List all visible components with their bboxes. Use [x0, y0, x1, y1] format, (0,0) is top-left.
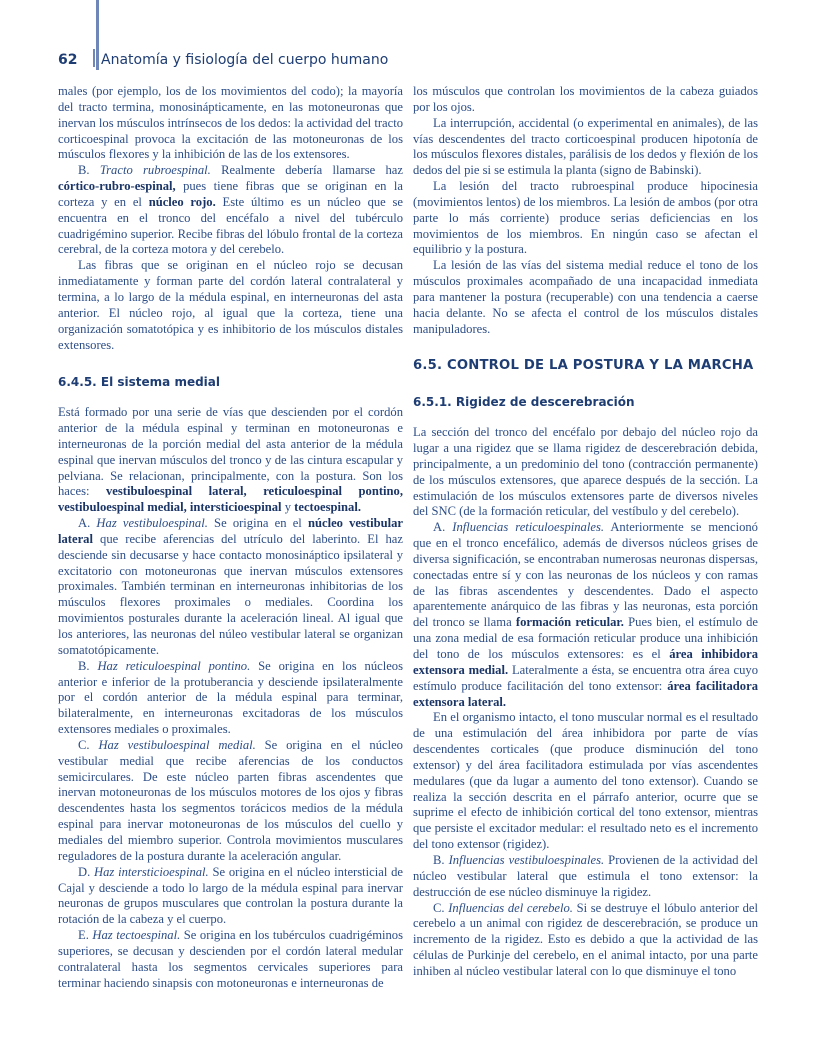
item-title: Haz vestibuloespinal. — [96, 516, 208, 531]
item-title: Haz tectoespinal. — [92, 928, 181, 943]
paragraph: los músculos que controlan los movimientos de la cabeza guiados por los ojos. — [413, 84, 758, 114]
paragraph: En el organismo intacto, el tono muscular normal es el resultado de una estimulación del área inhibidora por parte de vías descendentes corticales (que produce disminución del tono extensor) y del área facilitadora estimulada por vías ascendentes medulares (que da lugar a aumento del tono extensor). Cuando se realiza la sección descrita en el párrafo anterior, ocurre que se suprime el efecto de inhibición cortical del tono extensor, mientras que persiste el excitador medular: el resultado neto es el incremento del tono extensor (rigidez). — [413, 710, 758, 852]
item-title: Haz intersticioespinal. — [94, 864, 209, 879]
paragraph: La lesión del tracto rubroespinal produce hipocinesia (movimientos lentos) de los miembros. La lesión de ambos (por otra parte lo más corriente) produce serias deficiencias en los movimientos de los miembros. En ningún caso se afectan el equilibrio y la postura. — [413, 179, 758, 257]
paragraph: La lesión de las vías del sistema medial reduce el tono de los músculos proximales acompañado de una incapacidad inmediata para mantener la postura (recuperable) con una tendencia a caerse hacia delante. No se afecta el control de los músculos distales manipuladores. — [413, 258, 758, 336]
item-title: Haz reticuloespinal pontino. — [97, 658, 251, 673]
paragraph-item-b: B. Haz reticuloespinal pontino. Se origina en los núcleos anterior e inferior de la protuberancia y desciende ipsilateralmente por el cordón anterior de la médula espinal para terminar, bilateralmente, en interneuronas excitadoras de los músculos extensores mediales o proximales. — [58, 658, 403, 737]
paragraph-item-e: E. Haz tectoespinal. Se origina en los tubérculos cuadrigéminos superiores, se decusan y descienden por el cordón lateral medular contralateral hasta los segmentos cervicales superiores para terminar haciendo sinapsis con motoneuronas e interneuronas de — [58, 928, 403, 990]
paragraph-item-a: A. Haz vestibuloespinal. Se origina en el núcleo vestibular lateral que recibe aferencias del utrículo del laberinto. El haz desciende sin decusarse y hace contacto monosináptico ipsilateral y excitatorio con motoneuronas que inervan músculos extensores proximales. También terminan en interneuronas inhibitorias de los músculos flexores proximales o mediales. Coordina los movimientos posturales durante la aceleración lineal. Al igual que los anteriores, las neuronas del núleo vestibular lateral se organizan somatotópicamente. — [58, 516, 404, 657]
paragraph-tracto-rubroespinal: B. Tracto rubroespinal. Realmente debería llamarse haz córtico-rubro-espinal, pues tiene fibras que se originan en la corteza y en el núcleo rojo. Este último es un núcleo que se encuentra en el tronco del encéfalo a nivel del tubérculo cuadrigémino superior. Recibe fibras del lóbulo frontal de la corteza cerebral, de la corteza motora y del cerebelo. — [58, 163, 404, 257]
key-term: núcleo rojo. — [148, 194, 216, 209]
page-number: 62 — [58, 52, 78, 68]
paragraph: La sección del tronco del encéfalo por debajo del núcleo rojo da lugar a una rigidez que se llama rigidez de descerebración debida, principalmente, a un predominio del tono (contracción permanente) de los músculos extensores, que aparece después de la sección. La estimulación de los músculos extensores parte de diversos niveles del SNC (de la formación reticular, del vestíbulo y del cerebelo). — [413, 425, 758, 519]
paragraph: La interrupción, accidental (o experimental en animales), de las vías descendentes del tracto corticoespinal producen hipotonía de los músculos flexores distales, parálisis de los dedos y flexión de los dedos del pie si se estimula la planta (signo de Babinski). — [413, 115, 758, 178]
key-term: formación reticular. — [515, 615, 624, 630]
paragraph-item-b: B. Influencias vestibuloespinales. Provienen de la actividad del núcleo vestibular lateral que estimula el tono extensor: la destrucción de ese núcleo disminuye la rigidez. — [413, 852, 759, 899]
item-title: Influencias reticuloespinales. — [452, 520, 604, 535]
left-column — [58, 84, 403, 991]
paragraph-item-c: C. Influencias del cerebelo. Si se destruye el lóbulo anterior del cerebelo a un animal con rigidez de descerebración, se produce un incremento de la rigidez. Esto es debido a que la actividad de las células de Purkinje del cerebelo, en el animal intacto, por una parte inhiben al núcleo vestibular lateral con lo que disminuye el tono — [413, 900, 759, 978]
section-heading: 6.4.5. El sistema medial — [58, 375, 220, 390]
paragraph-sistema-medial: Está formado por una serie de vías que descienden por el cordón anterior de la médula espinal y terminan en motoneuronas e interneuronas de la porción medial del asta anterior de la médula espinal que inervan músculos del tronco y de las cintura escapular y pelviana. Se relacionan, principalmente, con la postura. Son los haces: vestibuloespinal lateral, reticuloespinal pontino, vestibuloespinal medial, intersticioespinal y tectoespinal. — [58, 405, 403, 515]
item-title: Influencias vestibuloespinales. — [448, 852, 605, 867]
chapter-heading: 6.5. CONTROL DE LA POSTURA Y LA MARCHA — [413, 357, 754, 373]
section-heading: 6.5.1. Rigidez de descerebración — [413, 395, 635, 410]
paragraph-item-a: A. Influencias reticuloespinales. Anteriormente se mencionó que en el tronco encefálico, además de diversos núcleos grises de diversa significación, se encontraban numerosas neuronas dispersas, conectadas entre sí y con las neuronas de los núcleos y con ramas de las fibras ascendentes y descendentes. Dado el aspecto aparentemente anárquico de las fibras y las neuronas, esta porción del tronco se llama formación reticular. Pues bien, el estímulo de una zona medial de esa formación reticular produce una inhibición del tono de los músculos extensores: es el área inhibidora extensora medial. Lateralmente a ésta, se encuentra otra área cuyo estímulo produce facilitación del tono extensor: área facilitadora extensora lateral. — [413, 520, 759, 709]
running-header — [58, 49, 388, 68]
paragraph: males (por ejemplo, los de los movimientos del codo); la mayoría del tracto termina, monosinápticamente, en las motoneuronas que inervan los músculos intrínsecos de los dedos: la actividad del tracto corticoespinal provoca la excitación de las motoneuronas de los músculos flexores y la inhibición de las de los extensores. — [58, 84, 403, 162]
book-title: Anatomía y fisiología del cuerpo humano — [101, 52, 389, 68]
key-term: córtico-rubro-espinal, — [58, 179, 176, 194]
key-term: área inhibidora extensora medial. — [413, 647, 759, 677]
item-title: Tracto rubroespinal. — [99, 163, 211, 178]
item-title: Haz vestibuloespinal medial. — [98, 737, 256, 752]
header-separator — [93, 49, 95, 67]
key-term: área facilitadora extensora lateral. — [413, 678, 758, 709]
key-term: núcleo vestibular lateral — [58, 516, 404, 546]
key-term: vestibuloespinal lateral, reticuloespinal pontino, vestibuloespinal medial, intersticioespinal — [58, 484, 403, 515]
right-column — [413, 84, 758, 980]
paragraph-item-c: C. Haz vestibuloespinal medial. Se origina en el núcleo vestibular medial que recibe aferencias de los conductos semicirculares. De este núcleo parten fibras ascendentes que inervan motoneuronas de los músculos motores de los ojos y fibras descendentes hasta los segmentos torácicos medios de la médula espinal para inervar motoneuronas de los músculos del cuello y mediales del miembro superior. Controla movimientos musculares reguladores de la postura durante la aceleración angular. — [58, 737, 403, 863]
paragraph: Las fibras que se originan en el núcleo rojo se decusan inmediatamente y forman parte del cordón lateral contralateral y termina, a lo largo de la médula espinal, en interneuronas del asta anterior. El núcleo rojo, al igual que la corteza, tiene una organización somatotópica y es inhibitorio de los músculos distales extensores. — [58, 258, 403, 352]
key-term: tectoespinal. — [294, 500, 361, 515]
item-title: Influencias del cerebelo. — [448, 900, 573, 915]
paragraph-item-d: D. Haz intersticioespinal. Se origina en el núcleo intersticial de Cajal y desciende a todo lo largo de la médula espinal para inervar neuronas de grupos musculares que controlan la postura durante la rotación de la cabeza y el cuerpo. — [58, 864, 403, 927]
